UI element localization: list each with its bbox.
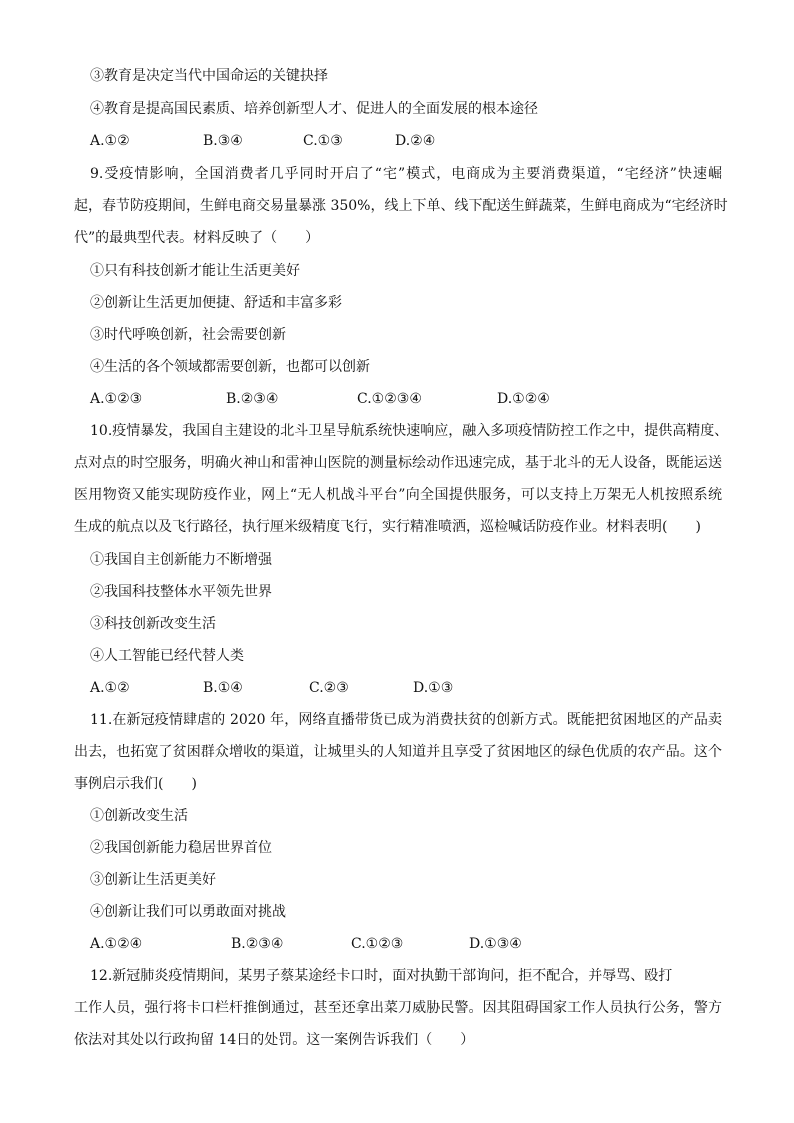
q10-option-2: ②我国科技整体水平领先世界 [90, 584, 272, 600]
q8-option-3: ③教育是决定当代中国命运的关键抉择 [90, 68, 328, 84]
q10-option-3: ③科技创新改变生活 [90, 616, 216, 632]
q8-choice-b: B.③④ [203, 133, 243, 149]
q10-choice-b: B.①④ [203, 680, 243, 696]
q12-stem-line-1: 12.新冠肺炎疫情期间，某男子蔡某途经卡口时，面对执勤干部询问，拒不配合，并辱骂、殴打 [90, 968, 673, 984]
q10-option-4: ④人工智能已经代替人类 [90, 648, 244, 664]
q11-stem-line-3: 事例启示我们( ) [74, 776, 197, 792]
q11-choice-d: D.①③④ [469, 936, 522, 952]
q9-choice-b: B.②③④ [226, 391, 279, 407]
q10-stem-line-3: 医用物资又能实现防疫作业，网上“无人机战斗平台”向全国提供服务，可以支持上万架无人机按照系统 [74, 487, 722, 503]
q11-option-2: ②我国创新能力稳居世界首位 [90, 840, 272, 856]
q11-option-3: ③创新让生活更美好 [90, 872, 216, 888]
q10-stem-line-2: 点对点的时空服务，明确火神山和雷神山医院的测量标绘动作迅速完成，基于北斗的无人设备，既能运送 [74, 455, 722, 471]
q9-choice-d: D.①②④ [497, 391, 550, 407]
q9-stem-line-3: 代”的最典型代表。材料反映了（ ） [74, 230, 320, 246]
q8-choice-c: C.①③ [303, 133, 343, 149]
q10-choice-a: A.①② [90, 680, 130, 696]
q9-choice-c: C.①②③④ [357, 391, 422, 407]
q11-choice-b: B.②③④ [231, 936, 284, 952]
q12-stem-line-2: 工作人员，强行将卡口栏杆推倒通过，甚至还拿出菜刀威胁民警。因其阻碍国家工作人员执行公务，警方 [74, 1000, 722, 1016]
q9-option-1: ①只有科技创新才能让生活更美好 [90, 263, 300, 279]
q11-choice-a: A.①②④ [90, 936, 143, 952]
q9-option-2: ②创新让生活更加便捷、舒适和丰富多彩 [90, 295, 342, 311]
q9-option-3: ③时代呼唤创新，社会需要创新 [90, 327, 286, 343]
q9-option-4: ④生活的各个领域都需要创新，也都可以创新 [90, 359, 370, 375]
q8-option-4: ④教育是提高国民素质、培养创新型人才、促进人的全面发展的根本途径 [90, 101, 538, 117]
q11-stem-line-1: 11.在新冠疫情肆虐的 2020 年，网络直播带货已成为消费扶贫的创新方式。既能把贫困地区的产品卖 [90, 712, 722, 728]
q9-stem-line-2: 起，春节防疫期间，生鲜电商交易量暴涨 350%，线上下单、线下配送生鲜蔬菜，生鲜电商成为“宅经济时 [74, 198, 728, 214]
q10-choice-c: C.②③ [309, 680, 349, 696]
q10-option-1: ①我国自主创新能力不断增强 [90, 552, 272, 568]
q9-stem-line-1: 9.受疫情影响，全国消费者几乎同时开启了“宅”模式，电商成为主要消费渠道，“宅经济”快速崛 [90, 166, 722, 182]
q9-choice-a: A.①②③ [90, 391, 143, 407]
q10-stem-line-1: 10.疫情暴发，我国自主建设的北斗卫星导航系统快速响应，融入多项疫情防控工作之中，提供高精度、 [90, 423, 729, 439]
q10-choice-d: D.①③ [413, 680, 454, 696]
q11-stem-line-2: 出去，也拓宽了贫困群众增收的渠道，让城里头的人知道并且享受了贫困地区的绿色优质的农产品。这个 [74, 744, 722, 760]
q8-choice-d: D.②④ [395, 133, 436, 149]
q11-option-1: ①创新改变生活 [90, 808, 188, 824]
q11-choice-c: C.①②③ [351, 936, 404, 952]
q8-choice-a: A.①② [90, 133, 130, 149]
q12-stem-line-3: 依法对其处以行政拘留 14日的处罚。这一案例告诉我们（ ） [74, 1032, 475, 1048]
q10-stem-line-4: 生成的航点以及飞行路径，执行厘米级精度飞行，实行精准喷洒，巡检喊话防疫作业。材料表明( ) [74, 519, 701, 535]
q11-option-4: ④创新让我们可以勇敢面对挑战 [90, 904, 286, 920]
